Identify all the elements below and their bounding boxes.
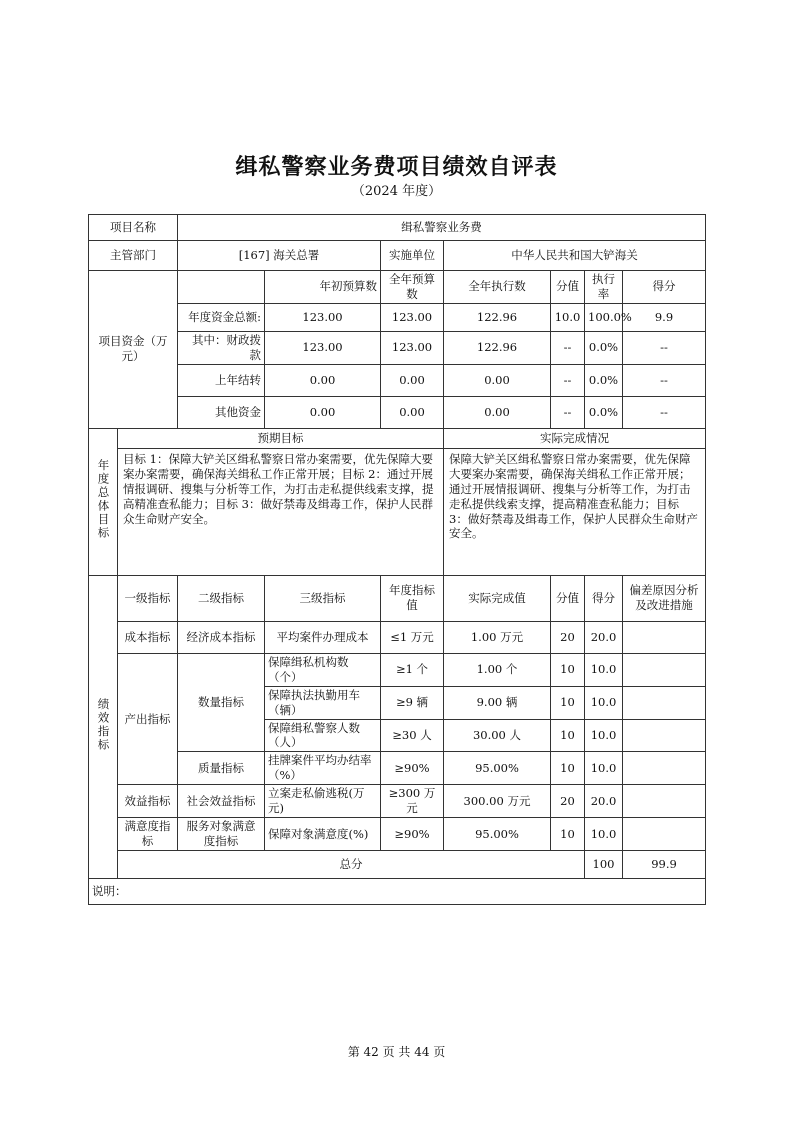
- funds-cell: 122.96: [444, 303, 551, 331]
- indicator-row: [89, 818, 706, 851]
- funds-label: 项目资金（万元）: [89, 271, 178, 429]
- total-label: 总分: [118, 851, 585, 879]
- funds-cell: 0.0%: [585, 331, 623, 364]
- indicator-row: [89, 785, 706, 818]
- page-footer: 第 42 页 共 44 页: [347, 1045, 446, 1059]
- ind-header: 年度指标值: [381, 575, 444, 621]
- funds-cell: --: [623, 364, 706, 396]
- ind-l1: 满意度指标: [118, 818, 178, 851]
- ind-l3: 保障缉私警察人数（人）: [265, 719, 381, 752]
- funds-cell: --: [551, 331, 585, 364]
- funds-cell: 0.0%: [585, 396, 623, 428]
- expected-goal-text: 目标 1：保障大铲关区缉私警察日常办案需要，优先保障大要案办案需要，确保海关缉私工作正常开展；目标 2：通过开展情报调研、搜集与分析等工作，为打击走私提供线索支撑，提高精准查私能力；目标 3：做好禁毒及缉毒工作，保护人民群众生命财产安全。: [118, 448, 444, 575]
- ind-header: 实际完成值: [444, 575, 551, 621]
- funds-header-row: [89, 271, 706, 304]
- ind-target: ≥9 辆: [381, 686, 444, 719]
- ind-l2: 质量指标: [178, 752, 265, 785]
- dept-row: [89, 241, 706, 271]
- ind-score: 10.0: [585, 752, 623, 785]
- project-row: [89, 215, 706, 241]
- ind-actual: 30.00 人: [444, 719, 551, 752]
- funds-cell: 0.00: [444, 396, 551, 428]
- ind-deviation: [623, 752, 706, 785]
- ind-l3: 立案走私偷逃税(万元): [265, 785, 381, 818]
- ind-score: 10.0: [585, 719, 623, 752]
- funds-cell: --: [551, 364, 585, 396]
- ind-header: 偏差原因分析及改进措施: [623, 575, 706, 621]
- ind-val: 10: [551, 653, 585, 686]
- funds-header: 全年执行数: [444, 271, 551, 304]
- funds-row-name: 上年结转: [178, 364, 265, 396]
- funds-cell: 9.9: [623, 303, 706, 331]
- goals-label-cell: [89, 428, 118, 575]
- expected-label: 预期目标: [118, 428, 444, 448]
- ind-l3: 挂牌案件平均办结率（%）: [265, 752, 381, 785]
- ind-score: 20.0: [585, 621, 623, 653]
- ind-target: ≥1 个: [381, 653, 444, 686]
- ind-deviation: [623, 653, 706, 686]
- ind-l1: 产出指标: [118, 653, 178, 785]
- ind-l2: 经济成本指标: [178, 621, 265, 653]
- ind-header: 一级指标: [118, 575, 178, 621]
- funds-cell: 123.00: [265, 303, 381, 331]
- funds-header: 得分: [623, 271, 706, 304]
- ind-actual: 95.00%: [444, 818, 551, 851]
- funds-row: [89, 396, 706, 428]
- ind-l2: 社会效益指标: [178, 785, 265, 818]
- ind-header: 二级指标: [178, 575, 265, 621]
- total-val: 100: [585, 851, 623, 879]
- total-row: [89, 851, 706, 879]
- page-subtitle: （2024 年度）: [351, 184, 442, 199]
- impl-value: 中华人民共和国大铲海关: [444, 241, 706, 271]
- ind-target: ≥90%: [381, 818, 444, 851]
- ind-deviation: [623, 621, 706, 653]
- indicator-row: [89, 752, 706, 785]
- funds-cell: 0.00: [265, 364, 381, 396]
- funds-header: 年初预算数: [265, 271, 381, 304]
- funds-header-blank: [178, 271, 265, 304]
- goals-label: 年度总体目标: [96, 459, 111, 541]
- indicators-label: 绩效指标: [96, 697, 111, 752]
- funds-row-name: 年度资金总额:: [178, 303, 265, 331]
- ind-l2: 数量指标: [178, 653, 265, 752]
- funds-cell: 123.00: [381, 331, 444, 364]
- ind-l3: 平均案件办理成本: [265, 621, 381, 653]
- impl-label: 实施单位: [381, 241, 444, 271]
- funds-cell: --: [623, 396, 706, 428]
- ind-target: ≥300 万元: [381, 785, 444, 818]
- funds-cell: 0.0%: [585, 364, 623, 396]
- funds-cell: 123.00: [381, 303, 444, 331]
- funds-row: [89, 364, 706, 396]
- ind-deviation: [623, 818, 706, 851]
- funds-row: [89, 303, 706, 331]
- indicators-label-cell: [89, 575, 118, 878]
- evaluation-table: [88, 214, 706, 905]
- actual-goal-text: 保障大铲关区缉私警察日常办案需要，优先保障大要案办案需要，确保海关缉私工作正常开展；通过开展情报调研、搜集与分析等工作，为打击走私提供线索支撑，提高精准查私能力；目标 3：做好禁毒及缉毒工作，保护人民群众生命财产安全。: [444, 448, 706, 575]
- goals-content-row: [89, 448, 706, 575]
- ind-l2: 服务对象满意度指标: [178, 818, 265, 851]
- funds-cell: 0.00: [381, 364, 444, 396]
- ind-l3: 保障执法执勤用车（辆）: [265, 686, 381, 719]
- ind-deviation: [623, 686, 706, 719]
- funds-row-name: 其中：财政拨款: [178, 331, 265, 364]
- ind-actual: 1.00 万元: [444, 621, 551, 653]
- actual-label: 实际完成情况: [444, 428, 706, 448]
- funds-cell: 0.00: [265, 396, 381, 428]
- ind-val: 10: [551, 752, 585, 785]
- ind-score: 10.0: [585, 653, 623, 686]
- note-label: 说明：: [89, 879, 706, 905]
- ind-l3: 保障缉私机构数（个）: [265, 653, 381, 686]
- indicator-row: [89, 653, 706, 686]
- ind-l1: 成本指标: [118, 621, 178, 653]
- funds-row: [89, 331, 706, 364]
- page-title: 缉私警察业务费项目绩效自评表: [235, 154, 558, 180]
- indicators-header-row: [89, 575, 706, 621]
- dept-value: [167] 海关总署: [178, 241, 381, 271]
- ind-score: 10.0: [585, 818, 623, 851]
- ind-deviation: [623, 785, 706, 818]
- ind-actual: 9.00 辆: [444, 686, 551, 719]
- ind-target: ≥90%: [381, 752, 444, 785]
- funds-cell: 123.00: [265, 331, 381, 364]
- funds-cell: 122.96: [444, 331, 551, 364]
- funds-cell: 10.0: [551, 303, 585, 331]
- indicator-row: [89, 621, 706, 653]
- project-value: 缉私警察业务费: [178, 215, 706, 241]
- ind-deviation: [623, 719, 706, 752]
- ind-l1: 效益指标: [118, 785, 178, 818]
- funds-row-name: 其他资金: [178, 396, 265, 428]
- funds-cell: 0.00: [381, 396, 444, 428]
- ind-actual: 300.00 万元: [444, 785, 551, 818]
- ind-target: ≤1 万元: [381, 621, 444, 653]
- ind-val: 10: [551, 818, 585, 851]
- project-label: 项目名称: [89, 215, 178, 241]
- ind-val: 20: [551, 785, 585, 818]
- total-score: 99.9: [623, 851, 706, 879]
- ind-target: ≥30 人: [381, 719, 444, 752]
- note-row: [89, 879, 706, 905]
- goals-header-row: [89, 428, 706, 448]
- ind-val: 20: [551, 621, 585, 653]
- ind-score: 10.0: [585, 686, 623, 719]
- dept-label: 主管部门: [89, 241, 178, 271]
- ind-actual: 95.00%: [444, 752, 551, 785]
- funds-cell: --: [623, 331, 706, 364]
- ind-val: 10: [551, 719, 585, 752]
- ind-header: 得分: [585, 575, 623, 621]
- ind-actual: 1.00 个: [444, 653, 551, 686]
- ind-l3: 保障对象满意度(%): [265, 818, 381, 851]
- funds-cell: --: [551, 396, 585, 428]
- funds-header: 全年预算数: [381, 271, 444, 304]
- ind-score: 20.0: [585, 785, 623, 818]
- ind-header: 三级指标: [265, 575, 381, 621]
- funds-header: 分值: [551, 271, 585, 304]
- ind-val: 10: [551, 686, 585, 719]
- funds-cell: 0.00: [444, 364, 551, 396]
- funds-cell: 100.0%: [585, 303, 623, 331]
- funds-header: 执行率: [585, 271, 623, 304]
- ind-header: 分值: [551, 575, 585, 621]
